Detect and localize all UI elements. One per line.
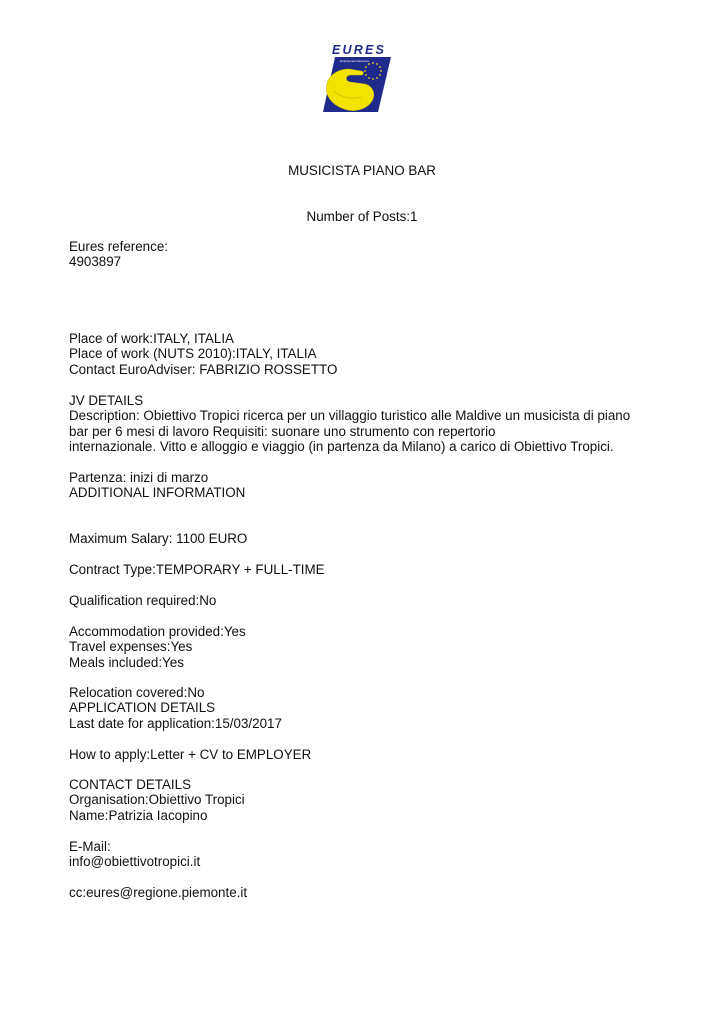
- job-title: MUSICISTA PIANO BAR: [288, 163, 436, 178]
- email-value[interactable]: info@obiettivotropici.it: [69, 854, 201, 870]
- departure: Partenza: inizi di marzo: [69, 470, 209, 485]
- max-salary: Maximum Salary: 1100 EURO: [69, 531, 248, 546]
- eures-reference-label: Eures reference:: [69, 239, 168, 254]
- contact-details-section: [69, 777, 669, 823]
- number-of-posts: Number of Posts:1: [306, 209, 418, 224]
- email-label: E-Mail:: [69, 839, 111, 854]
- jv-details-heading: JV DETAILS: [69, 393, 144, 408]
- logo-text: EURES: [332, 43, 387, 57]
- contact-euroadviser: Contact EuroAdviser: FABRIZIO ROSSETTO: [69, 361, 338, 377]
- eures-logo: [318, 42, 394, 118]
- application-details-heading: APPLICATION DETAILS: [69, 700, 216, 716]
- qualification-required: Qualification required:No: [69, 593, 217, 608]
- accommodation-provided: Accommodation provided:Yes: [69, 624, 246, 639]
- application-section: [69, 685, 669, 731]
- benefits-section: [69, 624, 669, 670]
- contact-name: Name:Patrizia Iacopino: [69, 807, 208, 823]
- additional-information-heading: ADDITIONAL INFORMATION: [69, 485, 246, 501]
- departure-section: [69, 470, 669, 501]
- logo-subtitle: Employment Services: [340, 59, 370, 63]
- contract-type: Contract Type:TEMPORARY + FULL-TIME: [69, 562, 325, 577]
- description-line: bar per 6 mesi di lavoro Requisiti: suonare uno strumento con repertorio: [69, 423, 496, 439]
- last-date-for-application: Last date for application:15/03/2017: [69, 715, 282, 731]
- place-of-work: Place of work:ITALY, ITALIA: [69, 331, 234, 346]
- description-line: internazionale. Vitto e alloggio e viaggio (in partenza da Milano) a carico di Obiettivo Tropici.: [69, 439, 614, 455]
- description-line: Description: Obiettivo Tropici ricerca per un villaggio turistico alle Maldive un musicista di piano: [69, 408, 631, 424]
- meals-included: Meals included:Yes: [69, 654, 184, 670]
- place-of-work-nuts: Place of work (NUTS 2010):ITALY, ITALIA: [69, 346, 317, 362]
- contact-details-heading: CONTACT DETAILS: [69, 777, 192, 792]
- location-section: [69, 331, 669, 377]
- email-section: [69, 839, 669, 870]
- eures-reference: [69, 239, 669, 270]
- organisation: Organisation:Obiettivo Tropici: [69, 792, 245, 808]
- cc-email[interactable]: cc:eures@regione.piemonte.it: [69, 885, 248, 900]
- jv-details-section: [69, 393, 669, 455]
- travel-expenses: Travel expenses:Yes: [69, 639, 193, 655]
- relocation-covered: Relocation covered:No: [69, 685, 205, 700]
- eures-reference-value: 4903897: [69, 254, 122, 270]
- how-to-apply: How to apply:Letter + CV to EMPLOYER: [69, 747, 312, 762]
